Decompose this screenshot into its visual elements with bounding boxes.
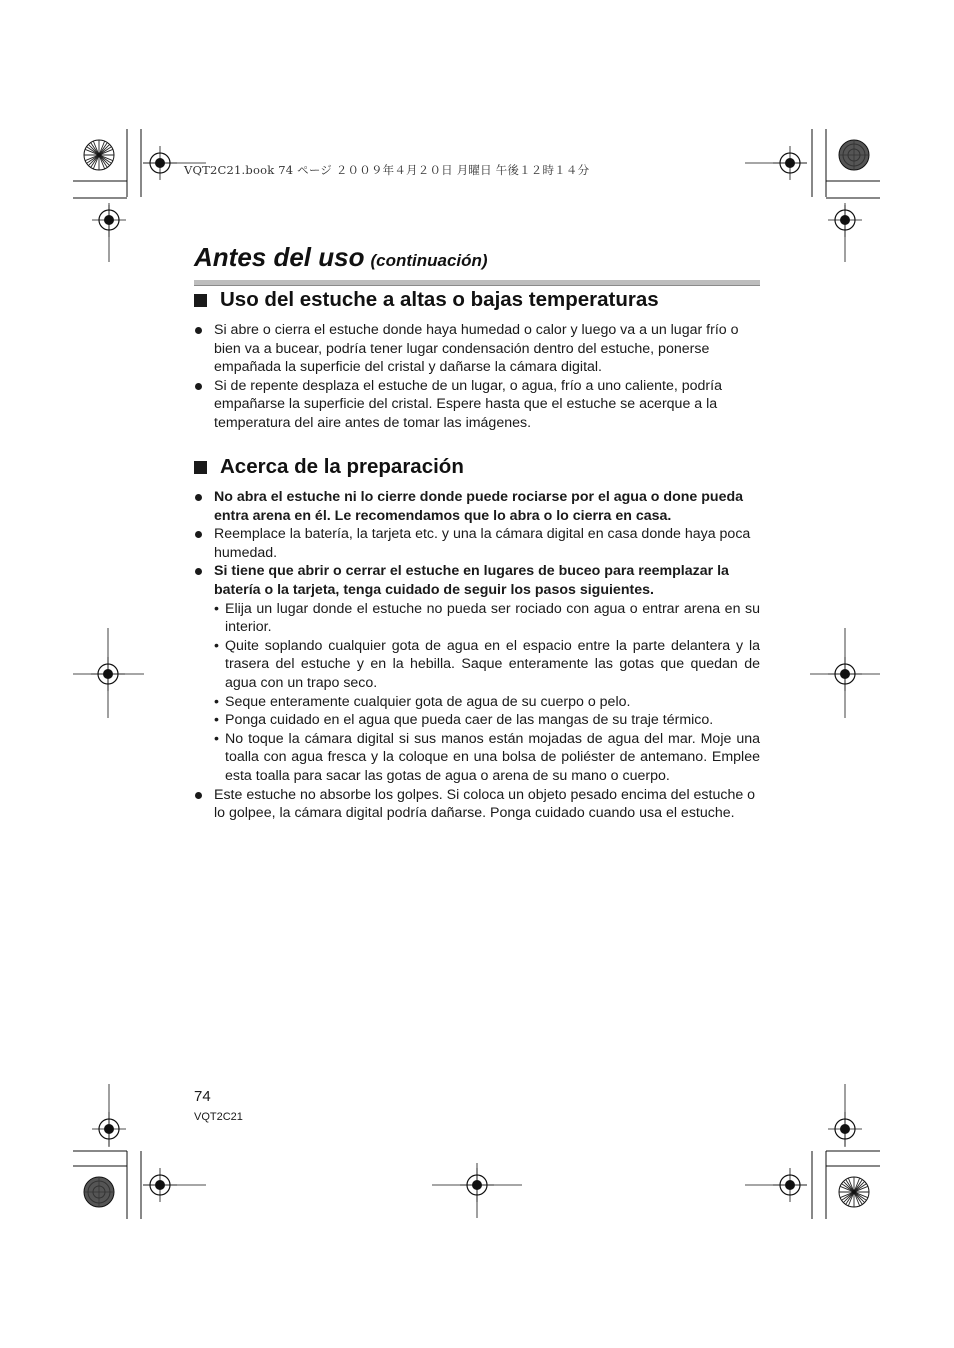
step-item: • Seque enteramente cualquier gota de agua de su cuerpo o pelo. [214,693,760,712]
step-item: • Elija un lugar donde el estuche no pueda ser rociado con agua o entrar arena en su interior. [214,600,760,637]
section-temperatures [194,286,760,433]
list-item: No abra el estuche ni lo cierre donde puede rociarse por el agua o done pueda entra arena en él. Le recomendamos que lo abra o lo cierra en casa. [194,488,760,525]
step-list [214,600,760,786]
step-item: • Quite soplando cualquier gota de agua en el espacio entre la parte delantera y la trasera del estuche y en la hebilla. Saque enteramente las gotas que quedan de agua con un trapo seco. [214,637,760,693]
square-bullet-icon [194,294,207,307]
page-title-main: Antes del uso [194,242,365,272]
section-preparation [194,453,760,823]
list-item: Reemplace la batería, la tarjeta etc. y una la cámara digital en casa donde haya poca humedad. [194,525,760,562]
list-item-text: Si tiene que abrir o cerrar el estuche en lugares de buceo para reemplazar la batería o la tarjeta, tenga cuidado de seguir los pasos siguientes. [214,563,729,598]
square-bullet-icon [194,461,207,474]
page-title-subtitle: (continuación) [370,251,488,270]
section-heading-text: Acerca de la preparación [220,455,464,478]
page-number: 74 [194,1088,211,1105]
page-header [194,238,760,286]
list-item [194,562,760,785]
bullet-list [194,321,760,433]
section-heading [194,286,760,314]
list-item: Si abre o cierra el estuche donde haya humedad o calor y luego va a un lugar frío o bien va a bucear, podría tener lugar condensación dentro del estuche, ponerse empañada la superficie del cristal y dañarse la cámara digital. [194,321,760,377]
section-heading-text: Uso del estuche a altas o bajas temperaturas [220,288,659,311]
list-item: Este estuche no absorbe los golpes. Si coloca un objeto pesado encima del estuche o lo golpee, la cámara digital podría dañarse. Ponga cuidado cuando usa el estuche. [194,786,760,823]
section-heading [194,453,760,481]
bullet-list [194,488,760,823]
step-item: • No toque la cámara digital si sus manos están mojadas de agua del mar. Moje una toalla con agua fresca y la coloque en una bolsa de poliéster de antemano. Emplee esta toalla para sacar las gotas de agua o arena de su mano o cuerpo. [214,730,760,786]
document-code: VQT2C21 [194,1111,243,1123]
step-item: • Ponga cuidado en el agua que pueda caer de las mangas de su traje térmico. [214,711,760,730]
list-item: Si de repente desplaza el estuche de un lugar, o agua, frío a uno caliente, podría empañarse la superficie del cristal. Espere hasta que el estuche se acerque a la temperatura del aire antes de tomar las imágenes. [194,377,760,433]
print-slug-line: VQT2C21.book 74 ページ ２００９年４月２０日 月曜日 午後１２時１４分 [184,163,590,177]
page-title [194,238,760,280]
